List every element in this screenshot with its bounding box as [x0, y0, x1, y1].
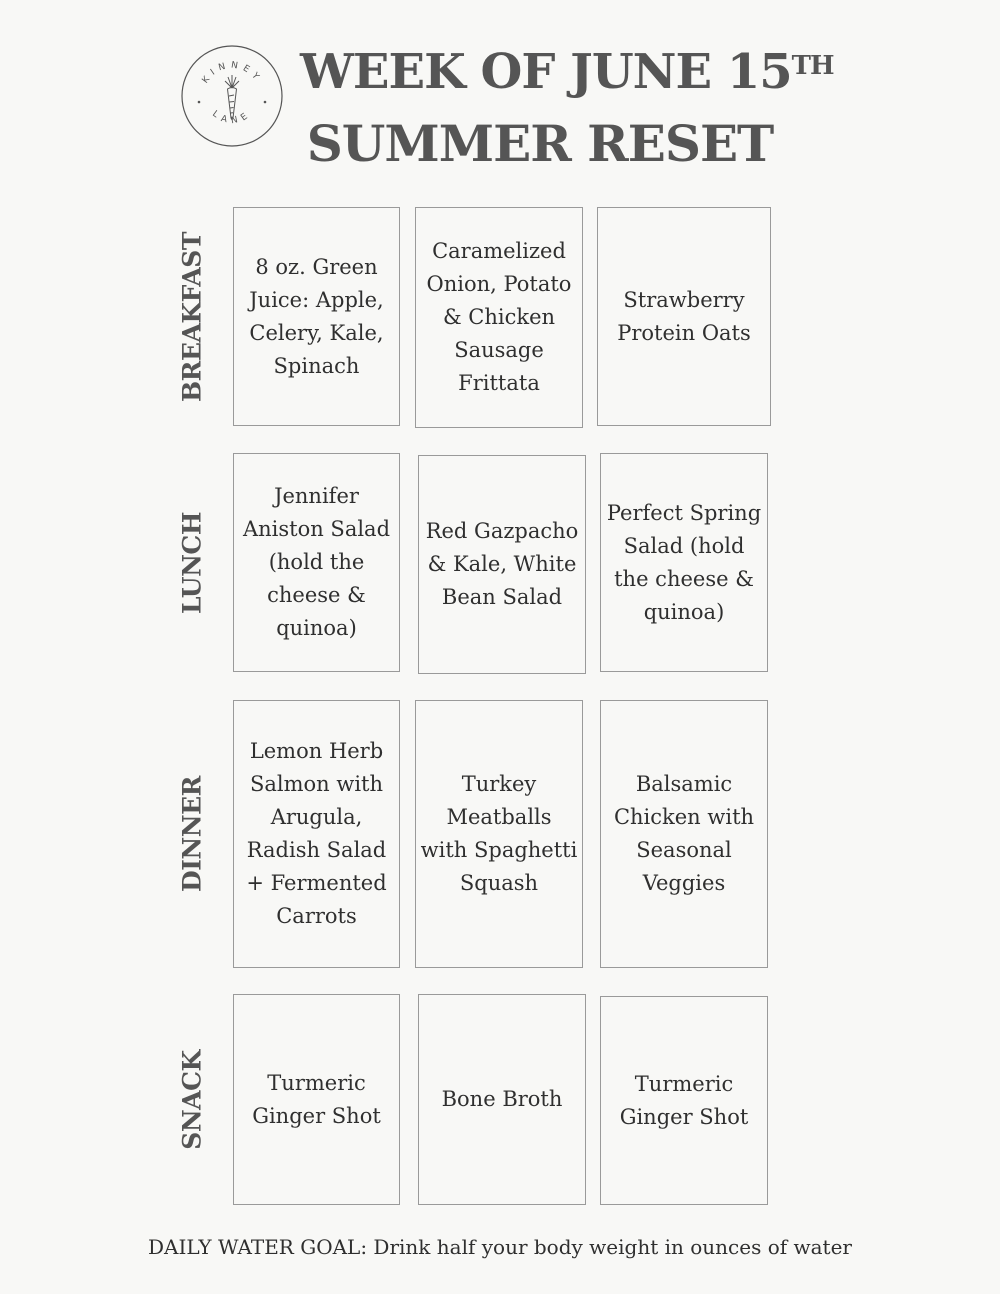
meal-cell-dinner-3: Balsamic Chicken with Seasonal Veggies: [600, 700, 768, 968]
meal-cell-snack-1: Turmeric Ginger Shot: [233, 994, 400, 1205]
meal-cell-breakfast-1: 8 oz. Green Juice: Apple, Celery, Kale, Spinach: [233, 207, 400, 426]
meal-cell-snack-2: Bone Broth: [418, 994, 586, 1205]
logo-seal-icon: [180, 44, 284, 148]
svg-text:KINNEY: KINNEY: [200, 60, 264, 86]
daily-water-goal: DAILY WATER GOAL: Drink half your body weight in ounces of water: [148, 1235, 852, 1259]
row-label-breakfast: BREAKFAST: [177, 232, 207, 402]
carrot-icon: [225, 75, 239, 120]
row-label-snack: SNACK: [177, 1050, 207, 1150]
row-label-dinner: DINNER: [177, 776, 207, 892]
title-superscript: TH: [791, 51, 834, 81]
kinney-lane-logo: [180, 44, 284, 148]
meal-cell-snack-3: Turmeric Ginger Shot: [600, 996, 768, 1205]
page-title-week: WEEK OF JUNE 15TH: [300, 44, 834, 100]
meal-cell-dinner-1: Lemon Herb Salmon with Arugula, Radish Salad + Fermented Carrots: [233, 700, 400, 968]
page-title-reset: SUMMER RESET: [306, 114, 774, 173]
row-label-lunch: LUNCH: [177, 512, 207, 614]
meal-cell-lunch-2: Red Gazpacho & Kale, White Bean Salad: [418, 455, 586, 674]
meal-cell-lunch-3: Perfect Spring Salad (hold the cheese & quinoa): [600, 453, 768, 672]
meal-cell-breakfast-3: Strawberry Protein Oats: [597, 207, 771, 426]
meal-cell-dinner-2: Turkey Meatballs with Spaghetti Squash: [415, 700, 583, 968]
meal-cell-breakfast-2: Caramelized Onion, Potato & Chicken Sausage Frittata: [415, 207, 583, 428]
meal-cell-lunch-1: Jennifer Aniston Salad (hold the cheese & quinoa): [233, 453, 400, 672]
svg-text:LANE: LANE: [210, 109, 254, 127]
